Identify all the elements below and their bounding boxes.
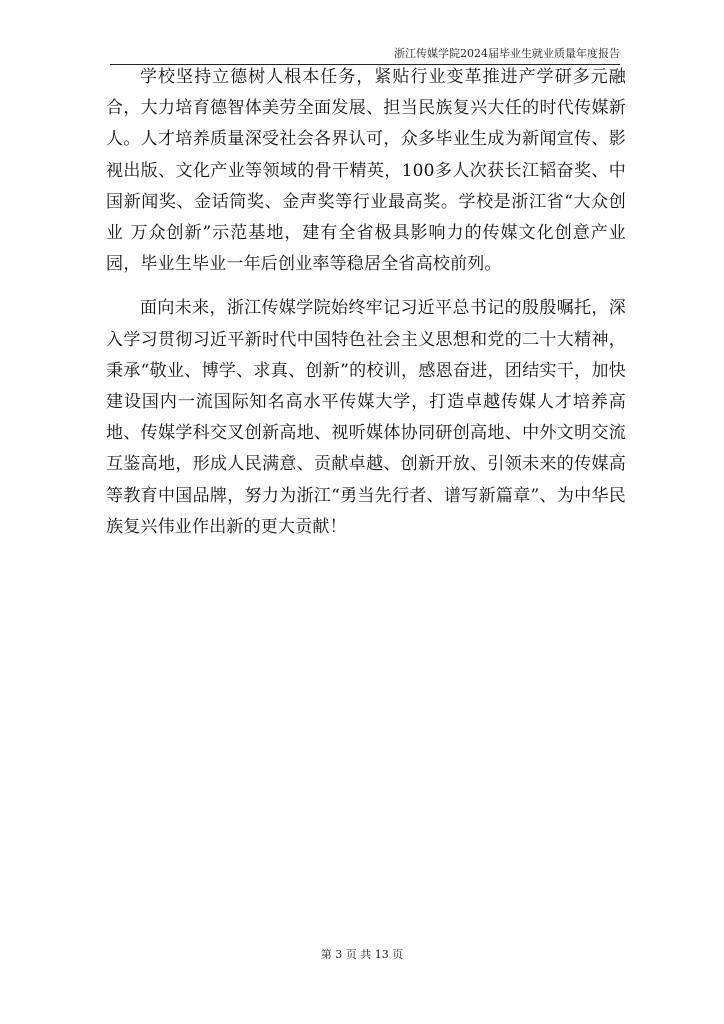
paragraph-future: 面向未来，浙江传媒学院始终牢记习近平总书记的殷殷嘱托，深入学习贯彻习近平新时代中国特色社会主义思想和党的二十大精神，秉承“敬业、博学、求真、创新”的校训，感恩奋进，团结实干，加快建设国内一流国际知名高水平传媒大学，打造卓越传媒人才培养高地、传媒学科交叉创新高地、视听媒体协同研创高地、中外文明交流互鉴高地，形成人民满意、贡献卓越、创新开放、引领未来的传媒高等教育中国品牌，努力为浙江“勇当先行者、谱写新篇章”、为中华民族复兴伟业作出新的更大贡献！ bbox=[106, 298, 626, 537]
page-number: 第 3 页 共 13 页 bbox=[320, 948, 404, 961]
running-header: 浙江传媒学院2024届毕业生就业质量年度报告 bbox=[110, 45, 620, 65]
paragraph-achievements: 学校坚持立德树人根本任务，紧贴行业变革推进产学研多元融合，大力培育德智体美劳全面发展、担当民族复兴大任的时代传媒新人。人才培养质量深受社会各界认可，众多毕业生成为新闻宣传、影视出版、文化产业等领域的骨干精英，100多人次获长江韬奋奖、中国新闻奖、金话筒奖、金声奖等行业最高奖。学校是浙江省“大众创业 万众创新”示范基地，建有全省极具影响力的传媒文化创意产业园，毕业生毕业一年后创业率等稳居全省高校前列。 bbox=[106, 67, 626, 275]
body-text bbox=[106, 62, 626, 543]
